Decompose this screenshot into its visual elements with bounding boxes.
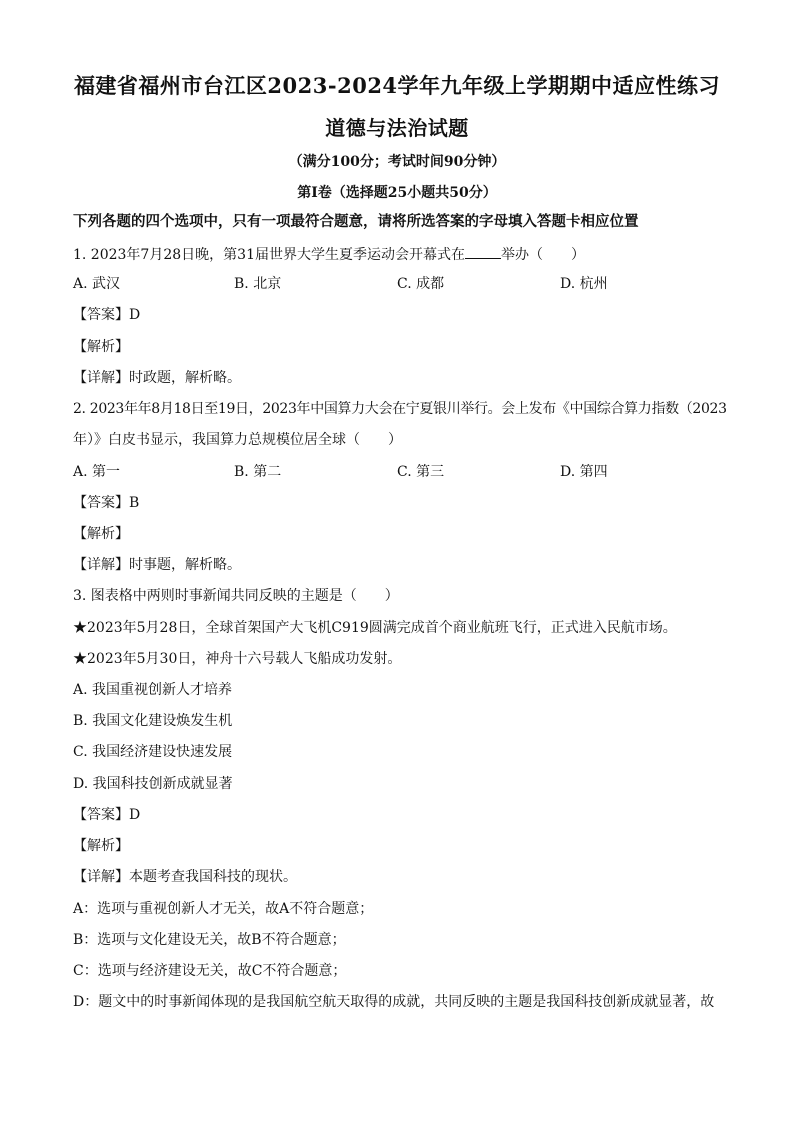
question-3-analysis: 【解析】 — [73, 838, 129, 854]
question-2-answer: 【答案】B — [73, 495, 140, 511]
question-3-explanation-a: A：选项与重视创新人才无关，故A不符合题意； — [73, 901, 374, 917]
question-2-option-d: D. 第四 — [560, 464, 608, 480]
question-3-explanation-b: B：选项与文化建设无关，故B不符合题意； — [73, 932, 346, 948]
question-2-detail: 【详解】时事题，解析略。 — [73, 557, 241, 573]
question-1-detail: 【详解】时政题，解析略。 — [73, 370, 241, 386]
question-1-option-d: D. 杭州 — [560, 276, 608, 292]
question-3-option-d: D. 我国科技创新成就显著 — [73, 776, 233, 792]
question-2-stem-line2: 年）》白皮书显示，我国算力总规模位居全球（ ） — [73, 432, 402, 448]
question-1-option-b: B. 北京 — [234, 276, 282, 292]
question-3-option-b: B. 我国文化建设焕发生机 — [73, 713, 233, 729]
question-1-option-c: C. 成都 — [397, 276, 445, 292]
question-3-news-1: ★2023年5月28日，全球首架国产大飞机C919圆满完成首个商业航班飞行，正式进入民航市场。 — [73, 620, 677, 636]
question-2-option-a: A. 第一 — [73, 464, 121, 480]
question-2-option-c: C. 第三 — [397, 464, 445, 480]
question-1-stem-text: 1. 2023年7月28日晚，第31届世界大学生夏季运动会开幕式在 — [73, 247, 465, 263]
question-3-explanation-c: C：选项与经济建设无关，故C不符合题意； — [73, 963, 347, 979]
question-3-option-c: C. 我国经济建设快速发展 — [73, 744, 233, 760]
question-3-explanation-d: D：题文中的时事新闻体现的是我国航空航天取得的成就，共同反映的主题是我国科技创新成就显著，故 — [73, 994, 715, 1010]
question-2-analysis: 【解析】 — [73, 526, 129, 542]
fill-blank — [465, 244, 501, 259]
question-1-analysis: 【解析】 — [73, 339, 129, 355]
question-3-answer: 【答案】D — [73, 807, 141, 823]
question-2-option-b: B. 第二 — [234, 464, 282, 480]
exam-info: （满分100分；考试时间90分钟） — [288, 154, 506, 170]
question-1-stem — [73, 244, 723, 265]
question-3-detail: 【详解】本题考查我国科技的现状。 — [73, 869, 297, 885]
question-1-stem-end: 举办（ ） — [500, 247, 585, 263]
question-2-stem-line1: 2. 2023年年8月18日至19日，2023年中国算力大会在宁夏银川举行。会上发布《中国综合算力指数（2023 — [73, 401, 727, 417]
question-3-news-2: ★2023年5月30日，神舟十六号载人飞船成功发射。 — [73, 651, 402, 667]
section-title: 第Ⅰ卷（选择题25小题共50分） — [297, 185, 497, 201]
question-3-stem: 3. 图表格中两则时事新闻共同反映的主题是（ ） — [73, 588, 399, 604]
question-1-option-a: A. 武汉 — [73, 276, 121, 292]
exam-title: 福建省福州市台江区2023-2024学年九年级上学期期中适应性练习 — [73, 73, 721, 98]
subject-title: 道德与法治试题 — [325, 116, 469, 140]
question-1-answer: 【答案】D — [73, 307, 141, 323]
question-3-option-a: A. 我国重视创新人才培养 — [73, 682, 233, 698]
instruction: 下列各题的四个选项中，只有一项最符合题意，请将所选答案的字母填入答题卡相应位置 — [73, 213, 639, 230]
